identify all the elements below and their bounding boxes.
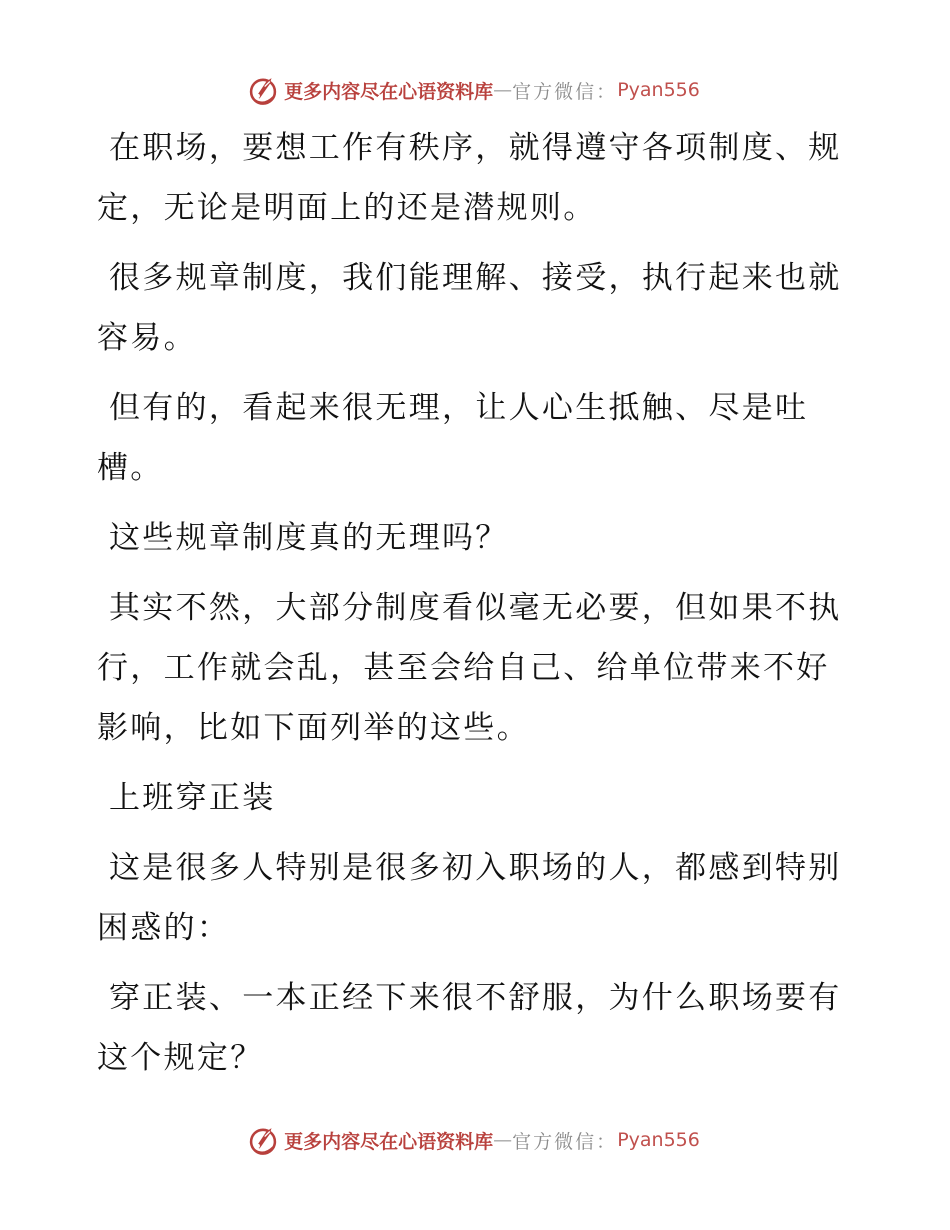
header-banner [0, 70, 950, 110]
footer-banner-inner [246, 1123, 700, 1157]
banner-title: 更多内容尽在心语资料库 [284, 80, 494, 103]
banner-dash: — [493, 79, 513, 101]
banner-title: 更多内容尽在心语资料库 [284, 1130, 494, 1153]
paragraph: 穿正装、一本正经下来很不舒服，为什么职场要有这个规定？ [97, 980, 842, 1076]
footer-banner [0, 1120, 950, 1160]
paragraph: 这是很多人特别是很多初入职场的人，都感到特别困惑的： [97, 850, 842, 946]
paragraph: 很多规章制度，我们能理解、接受，执行起来也就容易。 [97, 260, 842, 356]
section-heading: 上班穿正装 [109, 780, 276, 816]
header-banner-inner [246, 73, 700, 107]
pen-logo-icon [246, 1123, 280, 1157]
paragraph: 在职场，要想工作有秩序，就得遵守各项制度、规定，无论是明面上的还是潜规则。 [97, 130, 842, 226]
banner-wechat-label: 官方微信： [512, 80, 618, 103]
paragraph: 但有的，看起来很无理，让人心生抵触、尽是吐槽。 [97, 390, 809, 486]
article-body [97, 118, 857, 1098]
banner-wechat-id: Pyan556 [617, 79, 700, 101]
banner-wechat-id: Pyan556 [617, 1129, 700, 1151]
paragraph: 其实不然，大部分制度看似毫无必要，但如果不执行，工作就会乱，甚至会给自己、给单位带来不好影响，比如下面列举的这些。 [97, 590, 842, 746]
paragraph: 这些规章制度真的无理吗？ [109, 520, 509, 556]
banner-wechat-label: 官方微信： [512, 1130, 618, 1153]
banner-dash: — [493, 1129, 513, 1151]
pen-logo-icon [246, 73, 280, 107]
